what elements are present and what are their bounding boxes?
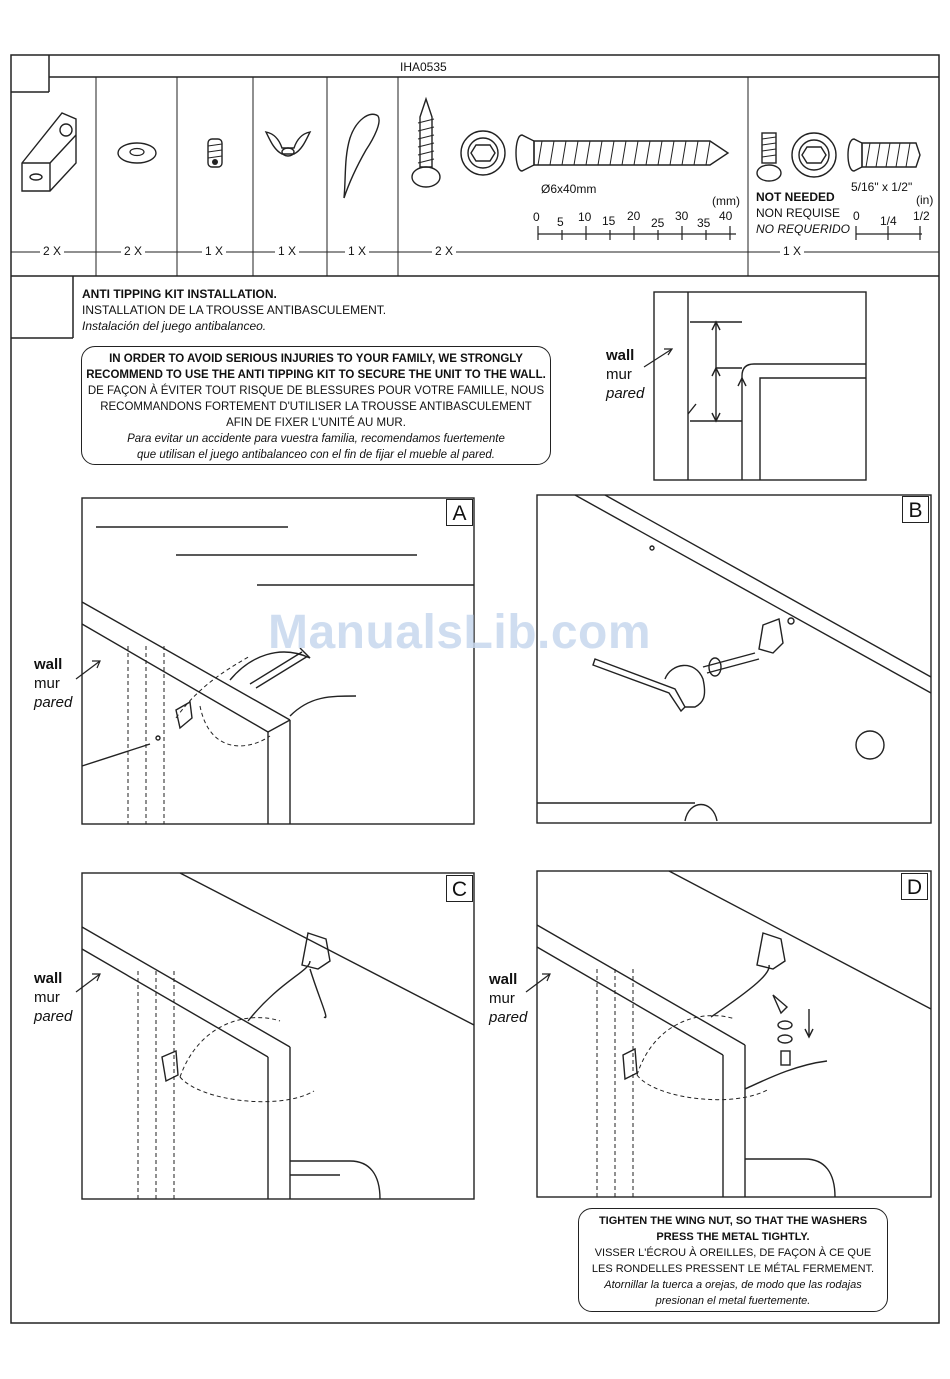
in-tick-0: 0: [853, 209, 860, 223]
wall-en: wall: [34, 970, 63, 987]
tighten-note-box: [578, 1208, 888, 1312]
l-bracket-icon: [14, 105, 80, 200]
wall-en: wall: [489, 971, 518, 988]
wall-label-c: [34, 969, 72, 1026]
wall-arrow-top: [640, 345, 680, 375]
wall-es: pared: [34, 1008, 73, 1025]
wood-screw-icon: [410, 95, 740, 195]
in-tick-quarter: 1/4: [880, 214, 897, 228]
mm-tick-30: 30: [675, 209, 689, 223]
wall-fr: mur: [489, 990, 515, 1007]
qty-bracket: 2 X: [40, 244, 64, 258]
mm-unit: (mm): [712, 194, 740, 208]
mm-tick-35: 35: [697, 216, 711, 230]
qty-wing-nut: 1 X: [275, 244, 299, 258]
wall-fr: mur: [34, 675, 60, 692]
mm-ruler: [536, 222, 746, 242]
in-tick-half: 1/2: [913, 209, 930, 223]
wall-arrow-a: [72, 655, 108, 685]
step-c-label: C: [446, 875, 473, 902]
warning-box: [81, 346, 551, 465]
step-a-label: A: [446, 499, 473, 526]
screw-spec: Ø6x40mm: [541, 182, 597, 196]
bolt-spec: 5/16" x 1/2": [851, 180, 913, 194]
mm-tick-40: 40: [719, 209, 733, 223]
tighten-en-line2: PRESS THE METAL TIGHTLY.: [656, 1231, 810, 1243]
wall-fr: mur: [606, 366, 632, 383]
not-needed-en: NOT NEEDED: [756, 190, 835, 204]
qty-washer: 2 X: [121, 244, 145, 258]
model-code: IHA0535: [400, 60, 447, 74]
warning-es-line1: Para evitar un accidente para vuestra familia, recomendamos fuertemente: [127, 433, 505, 445]
wall-label-a: [34, 655, 72, 712]
mm-tick-10: 10: [578, 210, 592, 224]
wall-label-top: [606, 346, 644, 403]
warning-es-line2: que utilisan el juego antibalanceo con el fin de fijar el mueble al pared.: [136, 449, 496, 461]
step-c-diagram: [80, 871, 476, 1201]
wall-es: pared: [34, 694, 73, 711]
wing-nut-icon: [262, 126, 314, 166]
wall-arrow-d: [522, 968, 558, 998]
mm-tick-0: 0: [533, 210, 540, 224]
set-screw-icon: [203, 134, 227, 172]
qty-machine-screw: 1 X: [780, 244, 804, 258]
wall-es: pared: [606, 385, 645, 402]
washer-icon: [115, 140, 160, 166]
watermark: ManualsLib.com: [268, 606, 652, 659]
warning-fr-line3: AFIN DE FIXER L'UNITÉ AU MUR.: [226, 417, 406, 429]
qty-wood-screw: 2 X: [432, 244, 456, 258]
wall-fr: mur: [34, 989, 60, 1006]
step-b-label: B: [902, 496, 929, 523]
wall-en: wall: [34, 656, 63, 673]
wall-arrow-c: [72, 968, 108, 998]
wall-detail-diagram: [650, 288, 872, 484]
tighten-fr-line1: VISSER L'ÉCROU À OREILLES, DE FAÇON À CE QUE: [594, 1247, 872, 1259]
in-unit: (in): [916, 193, 934, 207]
machine-screw-icon: [752, 125, 922, 187]
warning-en-line1: IN ORDER TO AVOID SERIOUS INJURIES TO YOUR FAMILY, WE STRONGLY: [109, 353, 523, 365]
qty-set-screw: 1 X: [202, 244, 226, 258]
step-d-diagram: [535, 869, 935, 1199]
qty-cable-tie: 1 X: [345, 244, 369, 258]
tighten-es-line2: presionan el metal fuertemente.: [655, 1295, 811, 1307]
not-needed-fr: NON REQUISE: [756, 206, 841, 220]
not-needed-es: NO REQUERIDO: [756, 222, 851, 236]
cable-tie-icon: [336, 108, 384, 204]
mm-tick-25: 25: [651, 216, 665, 230]
section-title-en: ANTI TIPPING KIT INSTALLATION.: [82, 287, 277, 301]
warning-en-line2: RECOMMEND TO USE THE ANTI TIPPING KIT TO SECURE THE UNIT TO THE WALL.: [86, 369, 546, 381]
step-d-label: D: [901, 873, 928, 900]
step-b-diagram: [535, 493, 935, 825]
wall-en: wall: [606, 347, 635, 364]
tighten-es-line1: Atornillar la tuerca a orejas, de modo que las rodajas: [604, 1279, 862, 1291]
warning-fr-line1: DE FAÇON À ÉVITER TOUT RISQUE DE BLESSURES POUR VOTRE FAMILLE, NOUS: [87, 385, 545, 397]
wall-es: pared: [489, 1009, 528, 1026]
mm-tick-15: 15: [602, 214, 616, 228]
mm-tick-5: 5: [557, 215, 564, 229]
tighten-en-line1: TIGHTEN THE WING NUT, SO THAT THE WASHERS: [598, 1215, 868, 1227]
mm-tick-20: 20: [627, 209, 641, 223]
section-title-es: Instalación del juego antibalanceo.: [82, 319, 267, 333]
section-title-fr: INSTALLATION DE LA TROUSSE ANTIBASCULEMENT.: [82, 303, 387, 317]
step-a-diagram: [80, 496, 476, 826]
warning-fr-line2: RECOMMANDONS FORTEMENT D'UTILISER LA TROUSSE ANTIBASCULEMENT: [100, 401, 532, 413]
tighten-fr-line2: LES RONDELLES PRESSENT LE MÉTAL FERMEMENT.: [591, 1263, 875, 1275]
section-title: [82, 286, 386, 334]
